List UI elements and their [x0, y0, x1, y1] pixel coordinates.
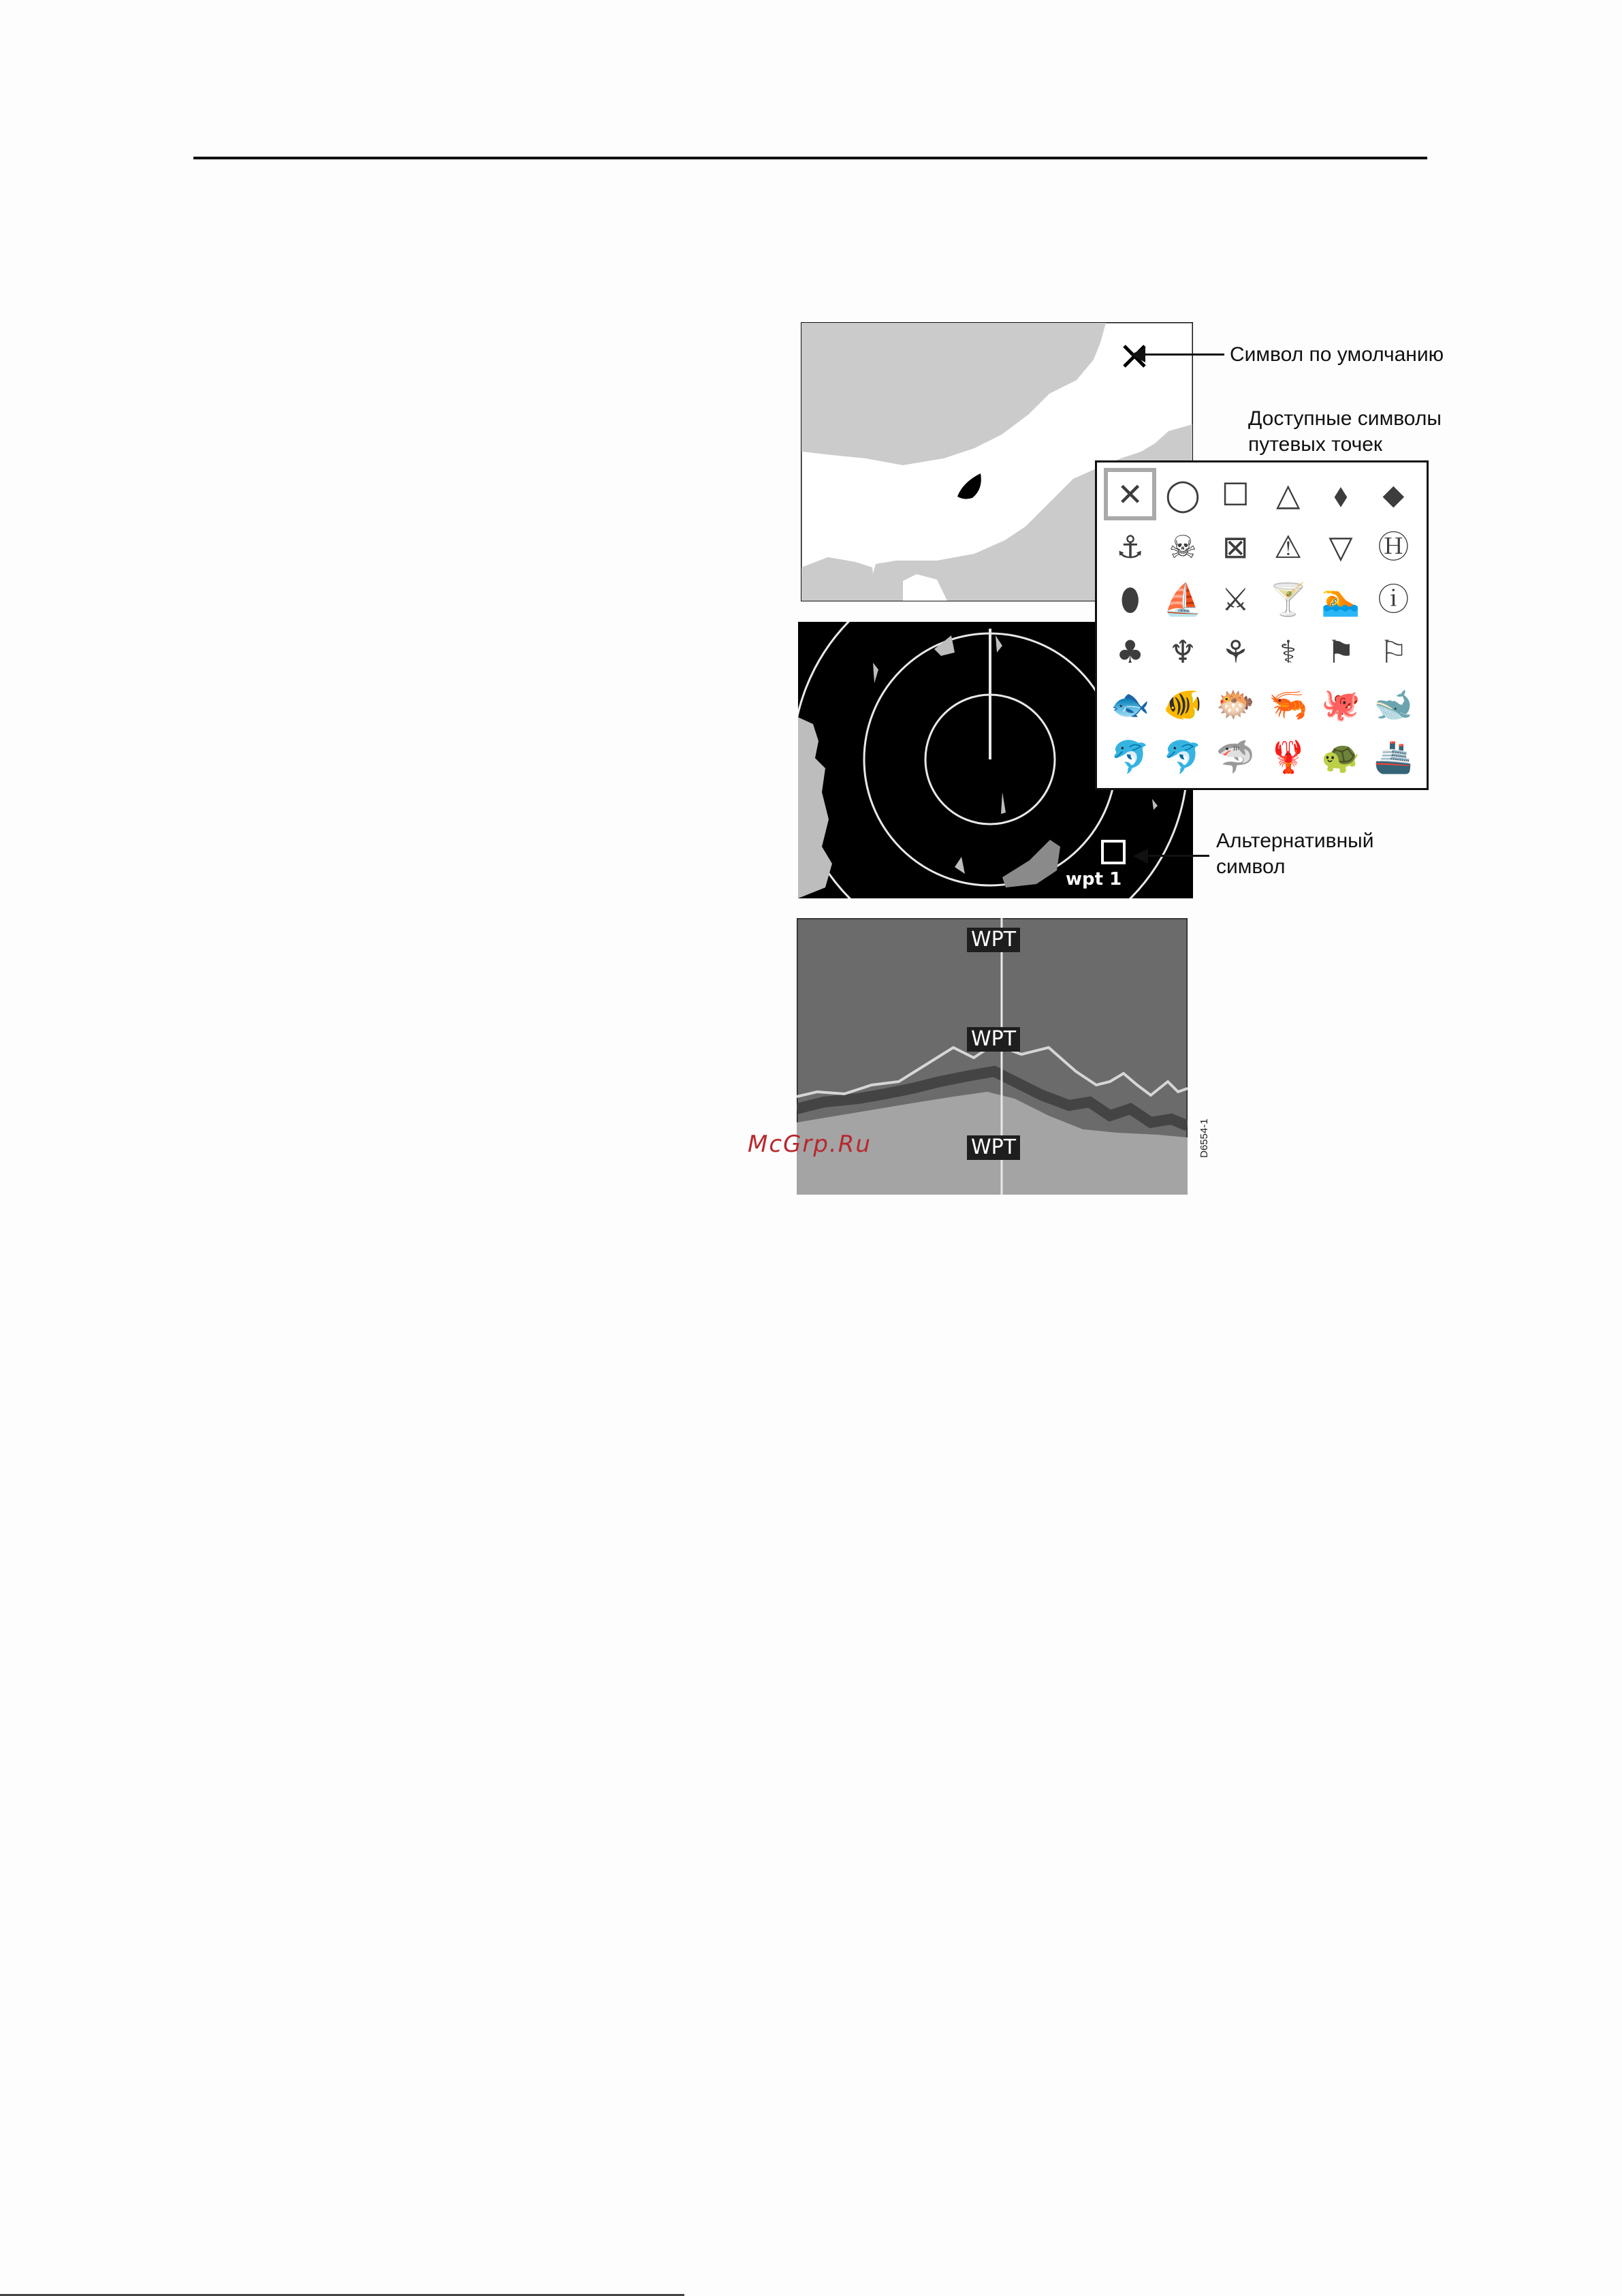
alternative-symbol-label: Альтернативный символ	[1216, 830, 1374, 878]
fish-icon[interactable]: 🐟	[1111, 685, 1150, 723]
helipad-icon[interactable]: Ⓗ	[1378, 528, 1410, 565]
waypoint-symbol-palette	[1095, 460, 1429, 790]
default-symbol-arrowhead-icon	[1130, 347, 1145, 362]
buoy-icon[interactable]: ⬮	[1120, 580, 1141, 618]
radar-waypoint-label: wpt 1	[1066, 869, 1122, 890]
anchor-icon[interactable]: ⚓	[1116, 528, 1145, 565]
sailboat-icon[interactable]: ⛵	[1163, 580, 1203, 618]
whale-icon[interactable]: 🐋	[1373, 685, 1413, 723]
header-rule	[193, 157, 1427, 159]
swimmer-icon[interactable]: 🏊	[1321, 580, 1361, 618]
skull-icon[interactable]: ☠	[1168, 528, 1197, 565]
wreck-icon[interactable]: 🚢	[1373, 738, 1413, 775]
lobster-icon[interactable]: 🦞	[1269, 738, 1308, 775]
watermark: McGrp.Ru	[748, 1131, 872, 1158]
alternative-symbol-arrow	[1139, 855, 1209, 857]
alternative-symbol-arrowhead-icon	[1133, 849, 1148, 864]
symbol-grid	[1104, 468, 1420, 783]
kelp-icon[interactable]: ⚕	[1279, 633, 1297, 670]
default-symbol-label: Символ по умолчанию	[1230, 343, 1444, 366]
octopus-icon[interactable]: 🐙	[1321, 685, 1361, 723]
boxed-x-icon[interactable]: ⊠	[1222, 528, 1249, 565]
crossed-swords-icon[interactable]: ⚔	[1221, 580, 1250, 618]
shark-icon[interactable]: 🦈	[1215, 738, 1255, 775]
available-symbols-label: Доступные символы путевых точек	[1248, 407, 1442, 456]
circle-icon[interactable]: ◯	[1165, 475, 1200, 513]
turtle-icon[interactable]: 🐢	[1321, 738, 1361, 775]
fish-small-icon[interactable]: 🐠	[1163, 685, 1203, 723]
triangle-icon[interactable]: △	[1275, 475, 1301, 513]
flag-icon[interactable]: ⚐	[1379, 633, 1408, 670]
inverted-triangle-icon[interactable]: ▽	[1329, 528, 1353, 565]
sonar-wpt-label-top: WPT	[967, 928, 1020, 952]
warning-icon[interactable]: ⚠	[1274, 528, 1303, 565]
sonar-wpt-label-middle: WPT	[967, 1027, 1020, 1052]
diamond-icon[interactable]: ⬧	[1333, 475, 1348, 513]
square-icon[interactable]: ☐	[1221, 475, 1250, 513]
fish-spiky-icon[interactable]: 🐡	[1215, 685, 1255, 723]
figure-code: D6554-1	[1198, 1118, 1210, 1158]
trident-icon[interactable]: ♆	[1168, 633, 1197, 670]
seaweed-icon[interactable]: ⚘	[1221, 633, 1250, 670]
dolphin-icon[interactable]: 🐬	[1111, 738, 1150, 775]
cross-icon[interactable]: ✕	[1104, 468, 1156, 520]
sonar-wpt-label-bottom: WPT	[967, 1135, 1020, 1160]
shrimp-icon[interactable]: 🦐	[1269, 685, 1308, 723]
dive-flag-icon[interactable]: ⚑	[1326, 633, 1355, 670]
dolphin-jump-icon[interactable]: 🐬	[1163, 738, 1203, 775]
coral-icon[interactable]: ♣	[1116, 633, 1145, 670]
diamond-alt-icon[interactable]: ⬥	[1382, 475, 1405, 513]
cocktail-icon[interactable]: 🍸	[1269, 580, 1308, 618]
info-icon[interactable]: ⓘ	[1378, 580, 1410, 618]
default-symbol-arrow	[1136, 353, 1224, 356]
